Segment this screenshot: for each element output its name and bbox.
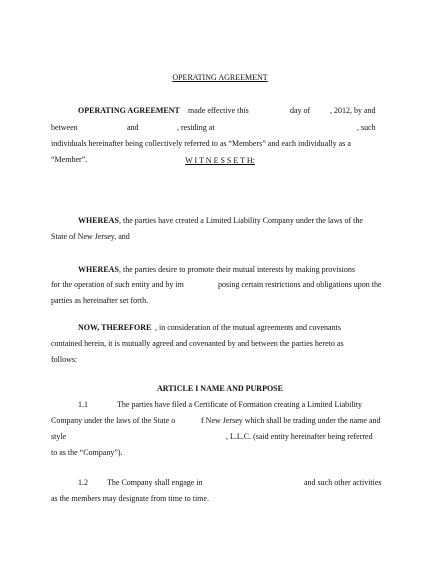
- section-1-2-line1b: and such other activities: [304, 478, 382, 487]
- intro-such: , such: [357, 123, 376, 132]
- now-therefore-line1: , in consideration of the mutual agreements and covenants: [155, 323, 341, 332]
- now-therefore-label: NOW, THEREFORE: [78, 323, 152, 332]
- intro-and: and: [127, 123, 139, 132]
- section-1-2-number: 1.2: [78, 478, 88, 487]
- section-1-1-line2a: Company under the laws of the State o: [51, 416, 176, 425]
- section-1-1-line4: to as the “Company”).: [51, 448, 123, 457]
- whereas1-line1: , the parties have created a Limited Liability Company under the laws of the: [119, 216, 363, 225]
- whereas2-line1: , the parties desire to promote their mutual interests by making provisions: [119, 265, 355, 274]
- section-1-2-line2: as the members may designate from time to time.: [51, 494, 209, 503]
- whereas1-label: WHEREAS: [78, 216, 119, 225]
- intro-day-of: day of: [290, 106, 311, 115]
- whereas2-label: WHEREAS: [78, 265, 119, 274]
- section-1-1-number: 1.1: [78, 400, 88, 409]
- intro-made-effective: made effective this: [188, 106, 249, 115]
- whereas2-line2b: posing certain restrictions and obligations upon the: [218, 280, 382, 289]
- now-therefore-line2: contained herein, it is mutually agreed and covenanted by and between the parties hereto as: [51, 339, 344, 348]
- section-1-1-line1: The parties have filed a Certificate of Formation creating a Limited Liability: [117, 400, 363, 409]
- whereas2-line3: parties as hereinafter set forth.: [51, 296, 149, 305]
- witnesseth-heading: W I T N E S S E T H:: [185, 156, 255, 165]
- document-title: OPERATING AGREEMENT: [172, 73, 268, 82]
- intro-residing: , residing at: [177, 123, 215, 132]
- whereas2-line2a: for the operation of such entity and by im: [51, 280, 184, 289]
- now-therefore-line3: follows:: [51, 355, 78, 364]
- section-1-1-line3b: , L.L.C. (said entity hereinafter being referred: [226, 432, 373, 441]
- intro-line4: “Member”.: [51, 155, 88, 164]
- section-1-1-line2b: f New Jersey which shall be trading under the name and: [201, 416, 381, 425]
- article1-heading: ARTICLE I NAME AND PURPOSE: [157, 384, 283, 393]
- intro-lead: OPERATING AGREEMENT: [78, 106, 180, 115]
- whereas1-line2: State of New Jersey, and: [51, 232, 130, 241]
- intro-line3: individuals hereinafter being collectively referred to as “Members” and each individually as a: [51, 139, 351, 148]
- intro-year: , 2012, by and: [330, 106, 376, 115]
- section-1-2-line1a: The Company shall engage in: [107, 478, 203, 487]
- section-1-1-line3a: style: [51, 432, 67, 441]
- intro-between: between: [51, 123, 78, 132]
